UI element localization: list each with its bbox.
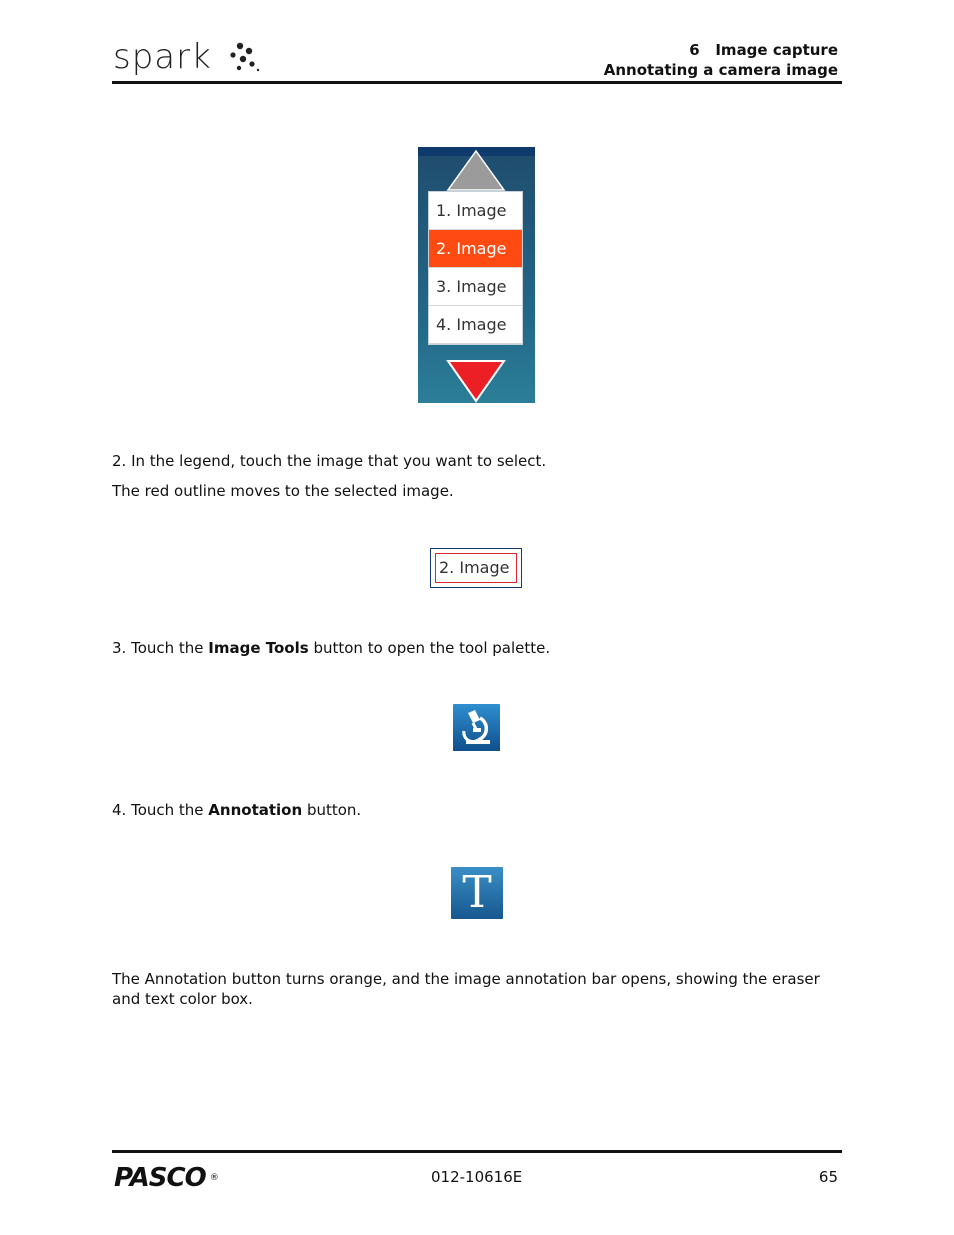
step-2-note: The red outline moves to the selected image. <box>112 482 454 500</box>
selected-item-label: 2. Image <box>435 553 517 583</box>
step-4-text <box>112 800 832 820</box>
step-4-suffix: button. <box>302 801 362 819</box>
step-3-text <box>112 638 832 658</box>
spark-dots-icon <box>227 42 263 72</box>
header-divider <box>112 81 842 84</box>
registered-mark: ® <box>209 1172 219 1183</box>
legend-list <box>428 191 523 345</box>
image-legend <box>418 147 535 403</box>
running-header <box>604 40 838 80</box>
page-number: 65 <box>818 1168 838 1186</box>
selected-legend-item <box>430 548 522 588</box>
legend-item-3[interactable]: 3. Image <box>429 268 522 306</box>
scroll-down-arrow-icon[interactable] <box>446 359 506 403</box>
document-number: 012-10616E <box>431 1168 523 1186</box>
step-3-prefix: 3. Touch the <box>112 639 209 657</box>
section-title: Annotating a camera image <box>603 61 838 79</box>
step-4-prefix: 4. Touch the <box>112 801 209 819</box>
scroll-up-arrow-icon[interactable] <box>446 149 506 191</box>
step-2-text: 2. In the legend, touch the image that you want to select. <box>112 452 547 470</box>
chapter-title: 6 Image capture <box>689 41 838 59</box>
image-tools-button[interactable] <box>453 704 500 755</box>
microscope-icon <box>453 704 500 751</box>
spark-wordmark: spark <box>113 37 212 77</box>
step-3-suffix: button to open the tool palette. <box>308 639 551 657</box>
footer-divider <box>112 1150 842 1153</box>
text-t-icon: T <box>462 867 492 918</box>
pasco-wordmark: PASCO <box>114 1163 206 1193</box>
legend-item-2-selected[interactable]: 2. Image <box>429 230 522 268</box>
closing-paragraph: The Annotation button turns orange, and the image annotation bar opens, showing the eraser and text color box. <box>112 970 820 1008</box>
legend-item-1[interactable]: 1. Image <box>429 192 522 230</box>
step-4-bold: Annotation <box>208 801 303 819</box>
annotation-button[interactable] <box>451 867 503 919</box>
spark-logo <box>113 37 263 77</box>
legend-item-4[interactable]: 4. Image <box>429 306 522 344</box>
step-3-bold: Image Tools <box>208 639 309 657</box>
pasco-logo <box>114 1164 219 1192</box>
